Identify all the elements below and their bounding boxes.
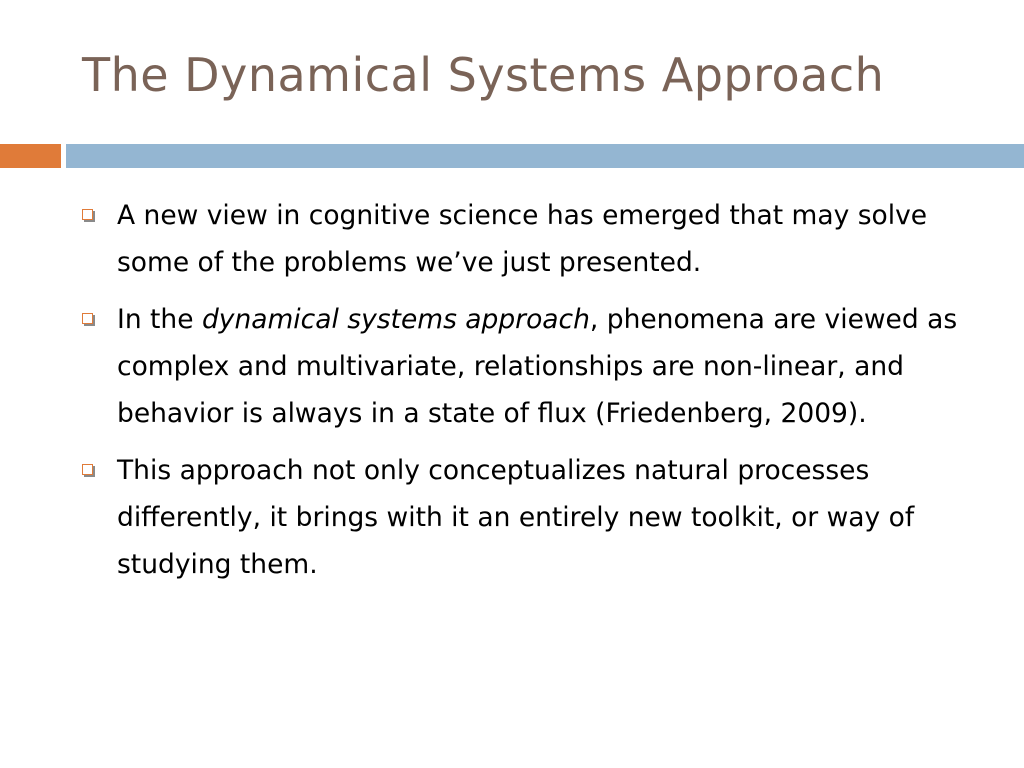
bullet-item xyxy=(82,192,982,286)
bullet-text: A new view in cognitive science has emerged that may solve some of the problems we’ve just presented. xyxy=(117,200,928,278)
square-bullet-icon xyxy=(82,209,93,220)
bullet-text xyxy=(117,304,957,429)
emphasized-term: dynamical systems approach xyxy=(201,304,590,335)
title-divider-bar xyxy=(66,144,1024,168)
bullet-text: This approach not only conceptualizes natural processes differently, it brings with it an entirely new toolkit, or way of studying them. xyxy=(117,455,915,580)
bullet-list xyxy=(82,192,982,598)
accent-bar xyxy=(0,144,61,168)
slide-title: The Dynamical Systems Approach xyxy=(82,48,885,102)
bullet-item xyxy=(82,447,982,588)
square-bullet-icon xyxy=(82,464,93,475)
bullet-item xyxy=(82,296,982,437)
bullet-text-suffix: , phenomena are viewed as complex and multivariate, relationships are non-linear, and behavior is always in a state of flux (Friedenberg, 2009). xyxy=(117,304,958,429)
square-bullet-icon xyxy=(82,313,93,324)
bullet-text-prefix: In the xyxy=(117,304,202,335)
